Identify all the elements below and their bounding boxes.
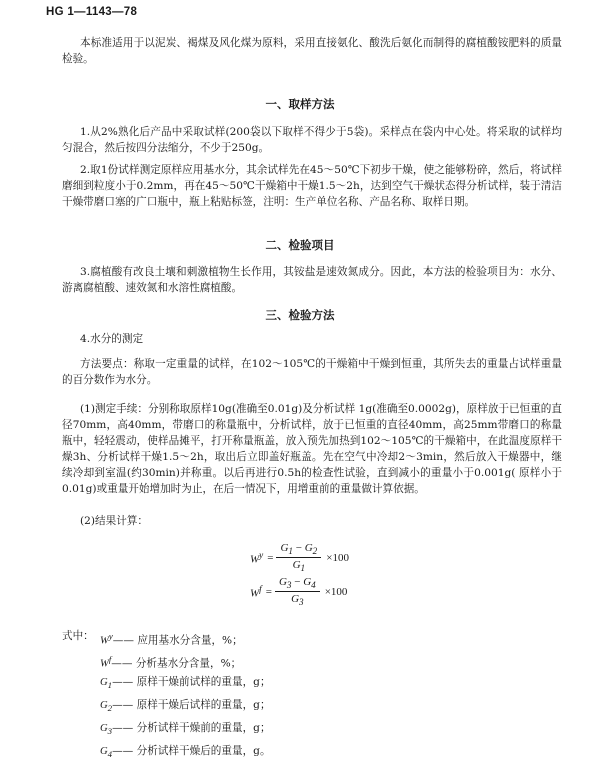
paragraph-3: 3.腐植酸有改良土壤和刺激植物生长作用，其铵盐是速效氮成分。因此，本方法的检验项目为：水分、游离腐植酸、速效氮和水溶性腐植酸。 — [62, 266, 562, 294]
legend-item: $W^f——$ 分析基水分含量，%； — [100, 654, 242, 670]
legend-item: $G_2——$ 原样干燥后试样的重量，g； — [100, 699, 271, 714]
standard-code-header: HG 1—1143—78 — [46, 6, 138, 18]
legend-item: $G_1——$ 原样干燥前试样的重量，g； — [100, 676, 271, 691]
section-heading-sampling: 一、取样方法 — [265, 97, 335, 111]
legend-item: $G_3——$ 分析试样干燥前的重量，g； — [100, 722, 271, 737]
section-heading-items: 二、检验项目 — [265, 238, 335, 252]
legend-item: $G_4——$ 分析试样干燥后的重量，g。 — [100, 745, 271, 760]
formula-fraction: $\frac{G_1 - G_2}{G_1}$ — [276, 542, 321, 573]
legend-item: $W^y——$ 应用基水分含量，%； — [100, 631, 243, 647]
formula-lhs: $W^y$ — [250, 549, 264, 566]
paragraph-2: 2.取1份试样测定原样应用基水分，其余试样先在45～50℃下初步干燥，使之能够粉碎，然后，将试样磨细到粒度小于0.2mm，再在45～50℃干燥箱中干燥1.5～2h，达到空气干燥状态得分析试样，装于清洁干燥带磨口塞的广口瓶中，瓶上粘贴标签，注明：生产单位名称、产品名称、取样日期。 — [62, 164, 562, 208]
formula-application-moisture: $W^y$ = $\frac{G_1 - G_2}{G_1}$ ×100 — [250, 542, 349, 574]
paragraph-4-heading: 4.水分的测定 — [80, 333, 144, 345]
legend-intro: 式中： — [62, 630, 94, 642]
intro-paragraph: 本标准适用于以泥炭、褐煤及风化煤为原料，采用直接氨化、酸洗后氨化而制得的腐植酸铵肥料的质量检验。 — [62, 37, 562, 65]
formula-lhs: $W^f$ — [250, 583, 262, 600]
paragraph-5: 方法要点：称取一定重量的试样，在102～105℃的干燥箱中干燥到恒重，其所失去的重量占试样重量的百分数作为水分。 — [62, 358, 562, 386]
paragraph-7: (2)结果计算： — [80, 515, 148, 527]
formula-analysis-moisture: $W^f$ = $\frac{G_3 - G_4}{G_3}$ ×100 — [250, 576, 348, 608]
formula-fraction: $\frac{G_3 - G_4}{G_3}$ — [275, 576, 320, 607]
paragraph-1: 1.从2%熟化后产品中采取试样(200袋以下取样不得少于5袋)。采样点在袋内中心处。将采取的试样均匀混合，然后按四分法缩分，不少于250g。 — [62, 126, 562, 154]
paragraph-6: (1)测定手续：分别称取原样10g(准确至0.01g)及分析试样 1g(准确至0.0002g)，原样放于已恒重的直径70mm，高40mm，带磨口的称量瓶中，分析试样，放于已恒重的直径40mm，高25mm带磨口的称量瓶中，轻轻震动，使样品摊平，打开称量瓶盖，放入预先加热到102～105℃的干燥箱中，在此温度原样干燥3h、分析试样干燥1.5～2h，取出后立即盖好瓶盖。先在空气中冷却2～3min，然后放入干燥器中，继续冷却到室温(约30min)并称重。以后再进行0.5h的检查性试验，直到减小的重量小于0.001g( 原样小于0.01g)或重量开始增加时为止，在后一情况下，用增重前的重量做计算依据。 — [62, 403, 562, 495]
section-heading-methods: 三、检验方法 — [265, 308, 335, 322]
